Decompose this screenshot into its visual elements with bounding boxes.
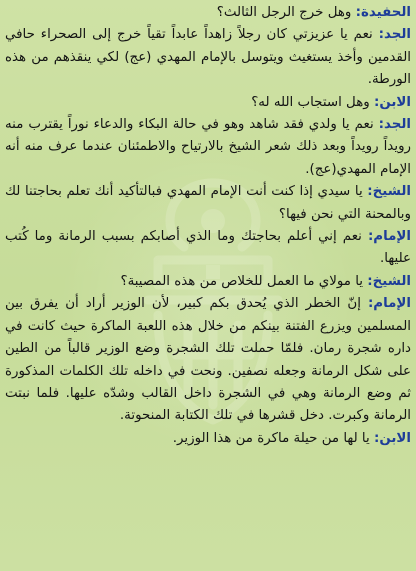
dialogue-paragraph <box>5 114 411 181</box>
speaker-label: الشيخ: <box>367 273 411 289</box>
dialogue-text <box>5 2 411 450</box>
dialogue-line: يا مولاي ما العمل للخلاص من هذه المصيبة؟ <box>120 273 368 289</box>
speaker-label: الابن: <box>374 94 411 110</box>
dialogue-paragraph <box>5 428 411 450</box>
dialogue-paragraph <box>5 181 411 226</box>
dialogue-line: يا سيدي إذا كنت أنت الإمام المهدي فبالتأكيد أنك تعلم بحاجتنا لك وبالمحنة التي نحن فيها؟ <box>5 184 411 222</box>
speaker-label: الإمام: <box>367 296 411 312</box>
dialogue-line: وهل خرج الرجل الثالث؟ <box>216 5 356 20</box>
dialogue-paragraph <box>5 92 411 114</box>
dialogue-paragraph <box>5 271 411 293</box>
dialogue-line: نعم إني أعلم بحاجتك وما الذي أصابكم بسبب الرمانة وما كُتب عليها. <box>5 229 411 267</box>
speaker-label: الجد: <box>378 27 411 43</box>
speaker-label: الشيخ: <box>367 184 411 200</box>
dialogue-line: وهل استجاب الله له؟ <box>251 94 374 110</box>
dialogue-line: نعم يا عزيزتي كان رجلاً زاهداً عابداً تقياً خرج إلى الصحراء حافي القدمين وأخذ يستغيث ويتوسل بالإمام المهدي (عج) لكي ينقذهم من هذه الورطة. <box>5 27 411 88</box>
dialogue-line: نعم يا ولدي فقد شاهد وهو في حالة البكاء والدعاء نوراً يقترب منه رويداً رويداً وبعد ذلك شعر الشيخ بالارتياح والاطمئنان عندما عرف منه أنه الإمام المهدي(عج). <box>5 117 411 177</box>
dialogue-line: إنّ الخطر الذي يُحدق بكم كبير، لأن الوزير أراد أن يفرق بين المسلمين ويزرع الفتنة بينكم من خلال هذه اللعبة الماكرة حيث كانت في داره شجرة رمان. فلمّا حملت تلك الشجرة وضع الوزير قالباً من الطين على شكل الرمانة وجعله نصفين. ونحت في داخله تلك الكلمات المذكورة ثم وضع الرمانة وهي في الشجرة داخل القالب وشدّه عليها. فلما نبتت الرمانة وكبرت. دخل قشرها في تلك الكتابة المنحوتة. <box>5 296 411 424</box>
dialogue-line: يا لها من حيلة ماكرة من هذا الوزير. <box>172 430 374 446</box>
speaker-label: الحفيدة: <box>355 5 411 20</box>
dialogue-paragraph <box>5 2 411 24</box>
speaker-label: الإمام: <box>367 229 411 245</box>
speaker-label: الجد: <box>378 117 411 133</box>
speaker-label: الابن: <box>374 430 411 446</box>
dialogue-paragraph <box>5 24 411 91</box>
dialogue-paragraph <box>5 226 411 271</box>
dialogue-paragraph <box>5 293 411 427</box>
